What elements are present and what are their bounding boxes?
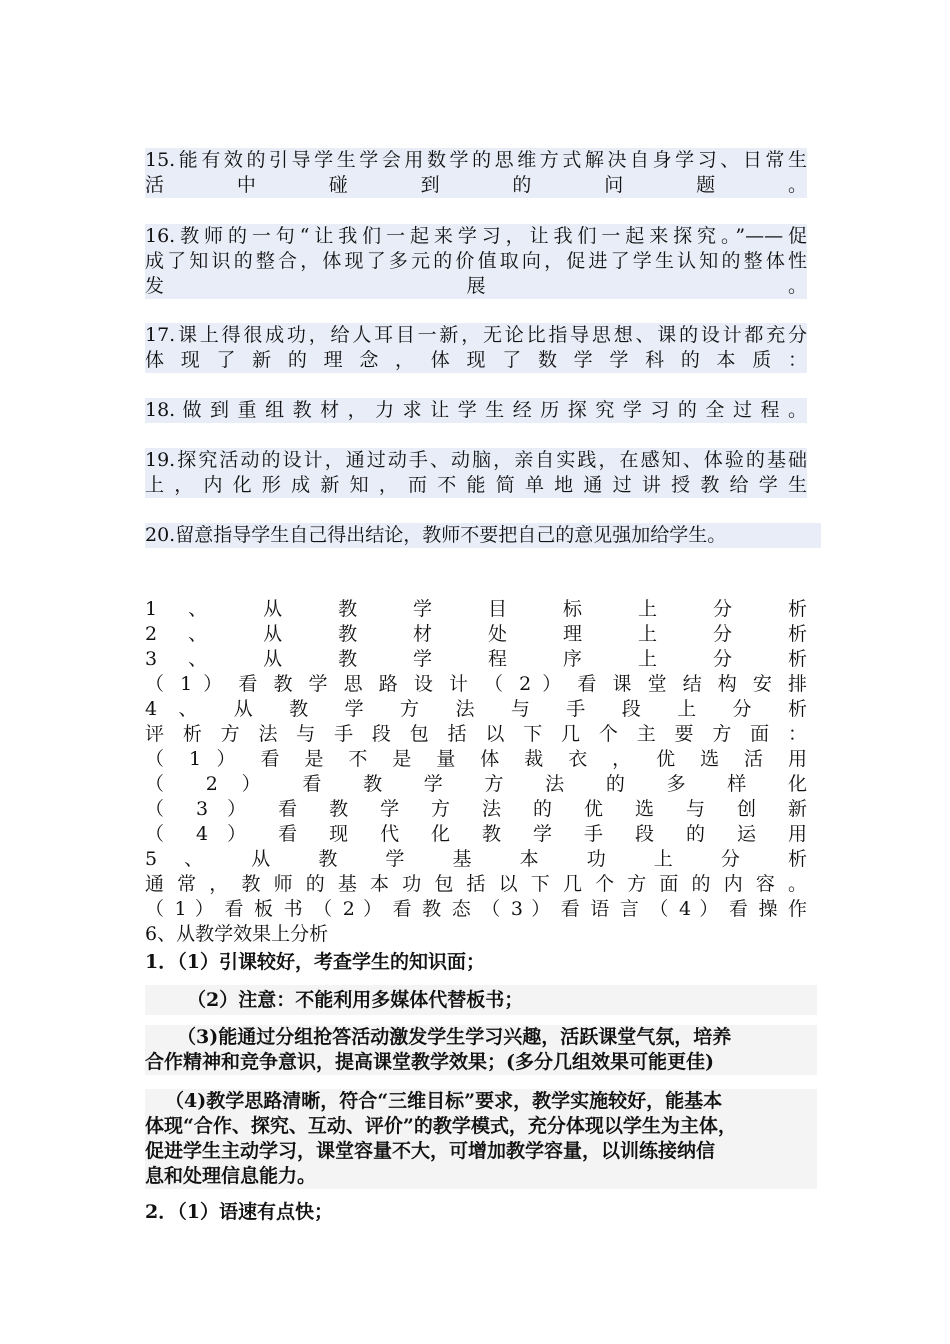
analysis-line: 5 、 从 教 学 基 本 功 上 分 析 <box>145 848 807 870</box>
evaluation-1-3-line: 合作精神和竞争意识，提高课堂教学效果；(多分几组效果可能更佳) <box>145 1051 714 1073</box>
analysis-line: 2 、 从 教 材 处 理 上 分 析 <box>145 623 807 645</box>
analysis-line: 6、从教学效果上分析 <box>145 923 329 945</box>
analysis-line: 4 、 从 教 学 方 法 与 手 段 上 分 析 <box>145 698 807 720</box>
evaluation-2-1: 2．（1）语速有点快； <box>145 1201 333 1223</box>
item-20 <box>145 523 821 548</box>
item-17 <box>145 323 807 373</box>
item-18-line-1: 18. 做 到 重 组 教 材 ， 力 求 让 学 生 经 历 探 究 学 习 的 全 过 程 。 <box>145 399 807 421</box>
evaluation-1-3 <box>145 1025 817 1075</box>
evaluation-section <box>145 947 817 1227</box>
analysis-line: （ 4 ） 看 现 代 化 教 学 手 段 的 运 用 <box>145 823 807 845</box>
evaluation-1-4-line: 息和处理信息能力。 <box>145 1165 317 1187</box>
analysis-line: 评 析 方 法 与 手 段 包 括 以 下 几 个 主 要 方 面 ： <box>145 723 807 745</box>
evaluation-1-4-line: 促进学生主动学习，课堂容量不大，可增加教学容量，以训练接纳信 <box>145 1140 716 1162</box>
item-19-line-1: 19.探究活动的设计，通过动手、动脑，亲自实践，在感知、体验的基础 <box>145 449 807 471</box>
analysis-line: 通 常 ， 教 师 的 基 本 功 包 括 以 下 几 个 方 面 的 内 容 。 <box>145 873 807 895</box>
analysis-line: 1 、 从 教 学 目 标 上 分 析 <box>145 598 807 620</box>
analysis-line: （ 1 ） 看 是 不 是 量 体 裁 衣 ， 优 选 活 用 <box>145 748 807 770</box>
item-16-line-2: 成了知识的整合，体现了多元的价值取向，促进了学生认知的整体性 <box>145 250 807 272</box>
item-19 <box>145 448 807 498</box>
analysis-line: （ 2 ） 看 教 学 方 法 的 多 样 化 <box>145 773 807 795</box>
evaluation-1-4-line: （4)教学思路清晰，符合“三维目标”要求，教学实施较好，能基本 <box>165 1090 723 1112</box>
item-17-line-2: 体 现 了 新 的 理 念 ， 体 现 了 数 学 学 科 的 本 质 ： <box>145 349 807 371</box>
item-19-line-2: 上 ， 内 化 形 成 新 知 ， 而 不 能 简 单 地 通 过 讲 授 教 给 学 生 <box>145 474 807 496</box>
evaluation-1-4-line: 体现“合作、探究、互动、评价”的教学模式，充分体现以学生为主体， <box>145 1115 737 1137</box>
item-15 <box>145 148 807 198</box>
item-20-line-1: 20.留意指导学生自己得出结论，教师不要把自己的意见强加给学生。 <box>145 523 821 548</box>
evaluation-1-3-line: （3)能通过分组抢答活动激发学生学习兴趣，活跃课堂气氛，培养 <box>177 1026 732 1048</box>
analysis-line: （ 1 ） 看 板 书 （ 2 ） 看 教 态 （ 3 ） 看 语 言 （ 4 ） 看 操 作 <box>145 898 807 920</box>
item-18 <box>145 398 807 423</box>
item-17-line-1: 17.课上得很成功，给人耳目一新，无论比指导思想、课的设计都充分 <box>145 324 807 346</box>
item-15-line-1: 15.能有效的引导学生学会用数学的思维方式解决自身学习、日常生 <box>145 149 807 171</box>
evaluation-1-1: 1．（1）引课较好，考查学生的知识面； <box>145 951 485 973</box>
item-16-line-3: 发 展 。 <box>145 275 807 297</box>
evaluation-1-2: （2）注意：不能利用多媒体代替板书； <box>145 985 817 1015</box>
analysis-line: （ 1 ） 看 教 学 思 路 设 计 （ 2 ） 看 课 堂 结 构 安 排 <box>145 673 807 695</box>
analysis-line: （ 3 ） 看 教 学 方 法 的 优 选 与 创 新 <box>145 798 807 820</box>
analysis-list <box>145 597 807 947</box>
item-15-line-2: 活 中 碰 到 的 问 题 。 <box>145 174 807 196</box>
analysis-line: 3 、 从 教 学 程 序 上 分 析 <box>145 648 807 670</box>
evaluation-1-4 <box>145 1089 817 1189</box>
item-16-line-1: 16.教师的一句“让我们一起来学习，让我们一起来探究。”——促 <box>145 225 807 247</box>
item-16 <box>145 224 807 299</box>
